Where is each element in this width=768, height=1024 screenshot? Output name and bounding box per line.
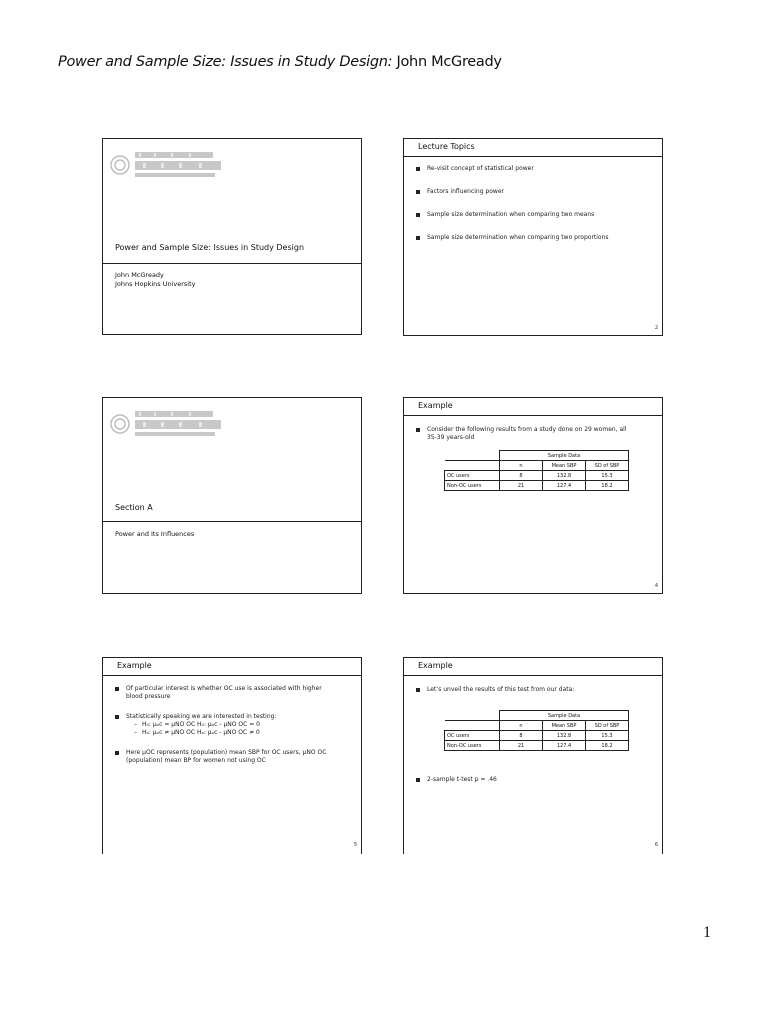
slide-6 xyxy=(403,657,663,854)
hypotheses-list xyxy=(126,721,351,737)
slide-2 xyxy=(403,138,663,336)
slide-1-affiliation: Johns Hopkins University xyxy=(115,280,196,288)
slide-1-rule xyxy=(103,263,361,264)
bullet-item: Statistically speaking we are interested in testing: – H₀: μₒc = μNO OC H₀: μₒc - μNO OC = 0 – Hₐ: μₒc ≠ μNO OC Hₐ: μₒc - μNO OC ≠ 0 xyxy=(115,713,351,737)
bullet-item: 2-sample t-test p = .46 xyxy=(416,776,652,784)
bullet-square-icon xyxy=(115,715,119,719)
bullet-square-icon xyxy=(416,213,420,217)
table-row: Non-OC users 21 127.4 18.2 xyxy=(445,481,629,491)
table-header: n xyxy=(500,721,543,731)
document-title xyxy=(58,54,502,70)
bullet-square-icon xyxy=(416,236,420,240)
table-caption: Sample Data xyxy=(500,711,629,721)
table-caption: Sample Data xyxy=(500,451,629,461)
bullet-item: Sample size determination when comparing two means xyxy=(416,211,652,219)
table-header: SD of SBP xyxy=(586,721,629,731)
table-row: OC users 8 132.8 15.3 xyxy=(445,731,629,741)
slide-1 xyxy=(102,138,362,335)
bullet-square-icon xyxy=(416,190,420,194)
bullet-square-icon xyxy=(416,428,420,432)
slide-5-header-text: Example xyxy=(117,661,152,670)
table-header: SD of SBP xyxy=(586,461,629,471)
table-header: Mean SBP xyxy=(543,461,586,471)
slide-5 xyxy=(102,657,362,854)
bullet-square-icon xyxy=(416,688,420,692)
sample-data-table xyxy=(444,450,629,491)
slide-5-bullets xyxy=(115,685,351,765)
slide-4-bullets xyxy=(416,426,652,442)
document-title-main: Power and Sample Size: Issues in Study Design: xyxy=(58,54,393,70)
slide-3-rule xyxy=(103,521,361,522)
slide-4 xyxy=(403,397,663,594)
slide-1-title: Power and Sample Size: Issues in Study Design xyxy=(115,243,305,252)
bullet-item: Factors influencing power xyxy=(416,188,652,196)
bullet-item: Let’s unveil the results of this test from our data: xyxy=(416,686,652,694)
bullet-square-icon xyxy=(416,778,420,782)
slide-6-header-text: Example xyxy=(418,661,453,670)
bullet-item: Here μOC represents (population) mean SBP for OC users, μNO OC (population) mean BP for women not using OC xyxy=(115,749,351,765)
page-number: 1 xyxy=(703,924,711,941)
jhsph-logo xyxy=(109,147,225,183)
bullet-square-icon xyxy=(115,687,119,691)
document-title-author: John McGready xyxy=(392,54,502,70)
hypothesis-null: – H₀: μₒc = μNO OC H₀: μₒc - μNO OC = 0 xyxy=(134,721,260,728)
sample-data-table xyxy=(444,710,629,751)
bullet-square-icon xyxy=(115,751,119,755)
slide-3 xyxy=(102,397,362,594)
bullet-item: Sample size determination when comparing two proportions xyxy=(416,234,652,242)
slide-6-header xyxy=(404,658,662,676)
table-row: OC users 8 132.8 15.3 xyxy=(445,471,629,481)
slide-1-author-block xyxy=(115,271,196,289)
slide-6-number: 6 xyxy=(654,842,658,848)
bullet-item: Of particular interest is whether OC use is associated with higher blood pressure xyxy=(115,685,351,701)
table-header: n xyxy=(500,461,543,471)
slide-2-bullets xyxy=(416,165,652,242)
slide-2-number: 2 xyxy=(654,325,658,331)
slide-5-header xyxy=(103,658,361,676)
slide-2-header xyxy=(404,139,662,157)
bullet-item: Consider the following results from a study done on 29 women, all 35-39 years-old xyxy=(416,426,652,442)
slide-1-author: John McGready xyxy=(115,271,164,279)
slide-6-bullet-bottom xyxy=(416,776,652,784)
table-row: Non-OC users 21 127.4 18.2 xyxy=(445,741,629,751)
hypothesis-alt: – Hₐ: μₒc ≠ μNO OC Hₐ: μₒc - μNO OC ≠ 0 xyxy=(134,729,260,736)
slide-3-subtitle: Power and Its Influences xyxy=(115,530,195,538)
slide-3-title: Section A xyxy=(115,503,153,512)
bullet-item: Re-visit concept of statistical power xyxy=(416,165,652,173)
slide-5-number: 5 xyxy=(353,842,357,848)
jhsph-logo xyxy=(109,406,225,442)
slide-4-header xyxy=(404,398,662,416)
bullet-square-icon xyxy=(416,167,420,171)
slide-6-bullet-top xyxy=(416,686,652,694)
slide-4-number: 4 xyxy=(654,583,658,589)
slide-2-header-text: Lecture Topics xyxy=(418,142,475,151)
table-header: Mean SBP xyxy=(543,721,586,731)
slide-4-header-text: Example xyxy=(418,401,453,410)
